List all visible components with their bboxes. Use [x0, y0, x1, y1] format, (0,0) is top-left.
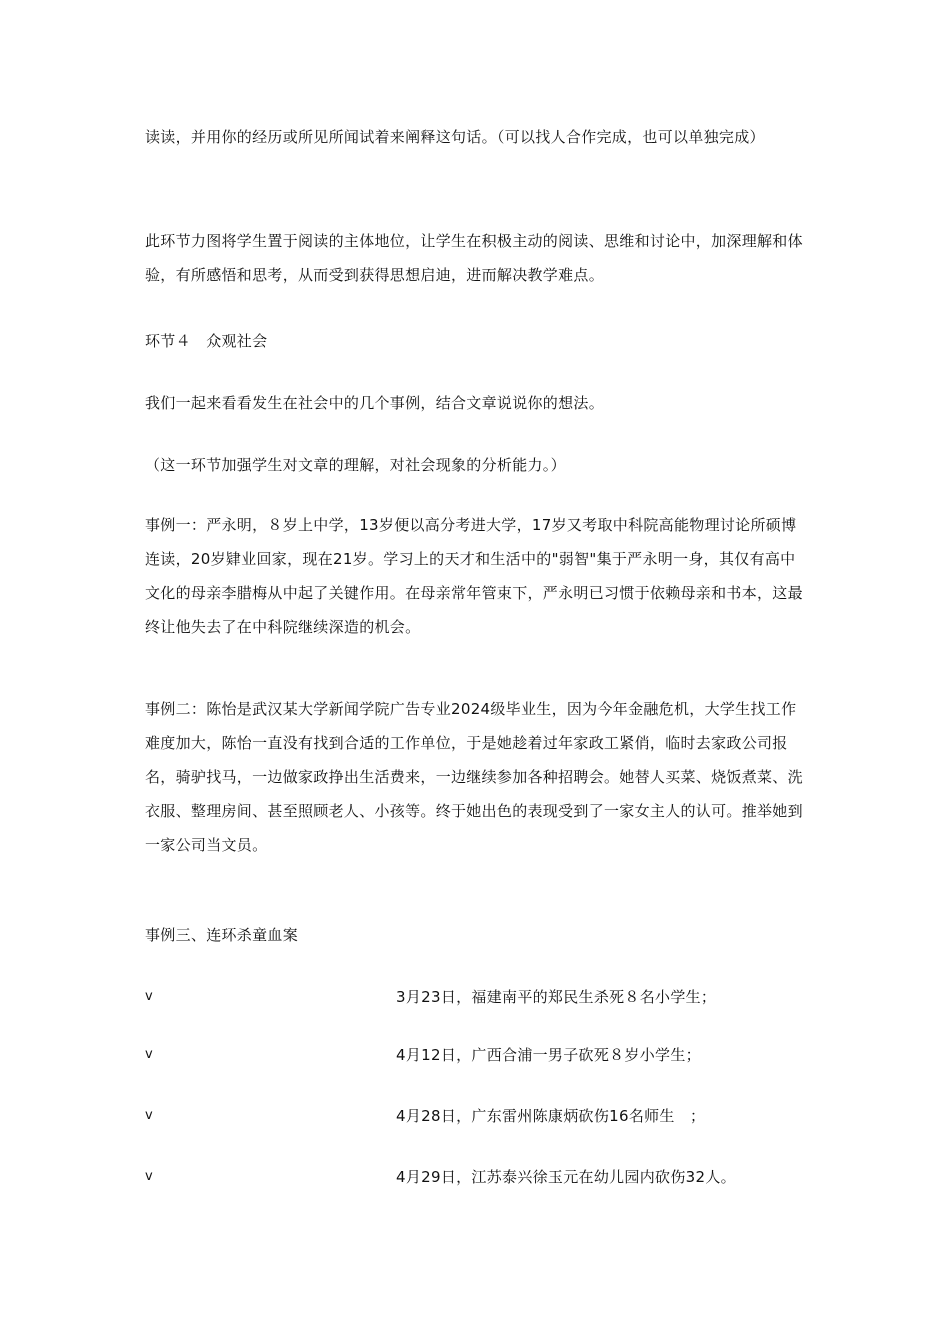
- paragraph-case-one: 事例一：严永明，８岁上中学，13岁便以高分考进大学，17岁又考取中科院高能物理讨论所硕博连读，20岁肄业回家，现在21岁。学习上的天才和生活中的"弱智"集于严永明一身，其仅有高中文化的母亲李腊梅从中起了关键作用。在母亲常年管束下，严永明已习惯于依赖母亲和书本，这最终让他失去了在中科院继续深造的机会。: [145, 516, 803, 636]
- bullet-marker: v: [145, 1169, 153, 1184]
- section-heading: 环节４ 众观社会: [145, 332, 268, 350]
- paragraph-case-note: （这一环节加强学生对文章的理解，对社会现象的分析能力。）: [145, 456, 566, 474]
- list-item-text: 3月23日，福建南平的郑民生杀死８名小学生；: [396, 988, 717, 1006]
- paragraph-case-two: 事例二：陈怡是武汉某大学新闻学院广告专业2024级毕业生，因为今年金融危机，大学生找工作难度加大，陈怡一直没有找到合适的工作单位，于是她趁着过年家政工紧俏，临时去家政公司报名，骑驴找马，一边做家政挣出生活费来，一边继续参加各种招聘会。她替人买菜、烧饭煮菜、洗衣服、整理房间、甚至照顾老人、小孩等。终于她出色的表现受到了一家女主人的认可。推举她到一家公司当文员。: [145, 700, 803, 854]
- paragraph-case-prompt: 我们一起来看看发生在社会中的几个事例，结合文章说说你的想法。: [145, 394, 605, 412]
- list-item: [145, 985, 809, 1009]
- bullet-marker: v: [145, 989, 153, 1004]
- paragraph-design-intent: 此环节力图将学生置于阅读的主体地位，让学生在积极主动的阅读、思维和讨论中，加深理解和体验，有所感悟和思考，从而受到获得思想启迪，进而解决教学难点。: [145, 232, 803, 284]
- paragraph-intro-task: 读读，并用你的经历或所见所闻试着来阐释这句话。（可以找人合作完成，也可以单独完成）: [145, 128, 765, 146]
- paragraph-case-three-title: 事例三、连环杀童血案: [145, 926, 299, 944]
- list-item: [145, 1043, 809, 1067]
- bullet-marker: v: [145, 1108, 153, 1123]
- list-item-text: 4月29日，江苏泰兴徐玉元在幼儿园内砍伤32人。: [396, 1168, 736, 1186]
- list-item-text: 4月12日，广西合浦一男子砍死８岁小学生；: [396, 1046, 701, 1064]
- list-item-text: 4月28日，广东雷州陈康炳砍伤16名师生 ；: [396, 1107, 706, 1125]
- bullet-marker: v: [145, 1047, 153, 1062]
- list-item: [145, 1165, 809, 1189]
- list-item: [145, 1104, 809, 1128]
